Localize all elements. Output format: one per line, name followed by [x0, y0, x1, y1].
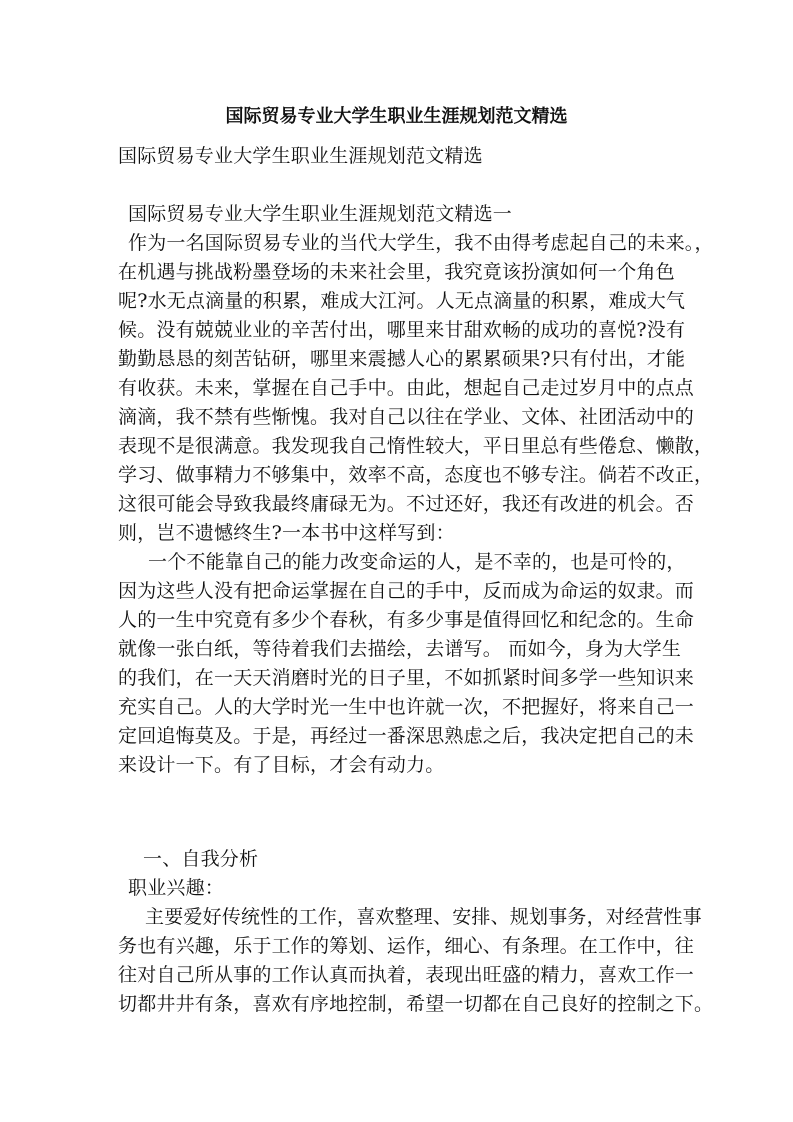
document-title: 国际贸易专业大学生职业生涯规划范文精选	[225, 106, 568, 127]
paragraph3-line: 切都井井有条，喜欢有序地控制，希望一切都在自己良好的控制之下。	[118, 993, 714, 1015]
paragraph3-line: 主要爱好传统性的工作，喜欢整理、安排、规划事务，对经营性事	[145, 906, 702, 928]
paragraph2-line: 人的一生中究竟有多少个春秋，有多少事是值得回忆和纪念的。生命	[118, 609, 695, 631]
paragraph2-line: 定回追悔莫及。于是，再经过一番深思熟虑之后，我决定把自己的未	[118, 725, 695, 747]
paragraph1-line: 候。没有兢兢业业的辛苦付出，哪里来甘甜欢畅的成功的喜悦?没有	[118, 319, 686, 341]
paragraph1-line: 在机遇与挑战粉墨登场的未来社会里，我究竟该扮演如何一个角色	[118, 261, 675, 283]
paragraph1-line: 有收获。未来，掌握在自己手中。由此，想起自己走过岁月中的点点	[118, 377, 695, 399]
paragraph1-line: 滴滴，我不禁有些惭愧。我对自己以往在学业、文体、社团活动中的	[118, 406, 695, 428]
paragraph2-line: 因为这些人没有把命运掌握在自己的手中，反而成为命运的奴隶。而	[118, 580, 695, 602]
paragraph2-line: 一个不能靠自己的能力改变命运的人，是不幸的，也是可怜的，	[148, 551, 686, 573]
sub-heading: 职业兴趣：	[128, 877, 225, 899]
paragraph1-line: 勤勤恳恳的刻苦钻研，哪里来震撼人心的累累硕果?只有付出，才能	[118, 348, 686, 370]
paragraph3-line: 务也有兴趣，乐于工作的筹划、运作，细心、有条理。在工作中，往	[118, 935, 695, 957]
paragraph2-line: 来设计一下。有了目标，才会有动力。	[118, 754, 445, 776]
paragraph1-line: 学习、做事精力不够集中，效率不高，态度也不够专注。倘若不改正，	[118, 464, 714, 486]
paragraph3-line: 往对自己所从事的工作认真而执着，表现出旺盛的精力，喜欢工作一	[118, 964, 695, 986]
paragraph1-line: 则，岂不遗憾终生?一本书中这样写到：	[118, 522, 455, 544]
document-subtitle: 国际贸易专业大学生职业生涯规划范文精选	[118, 145, 483, 167]
paragraph1-line: 呢?水无点滴量的积累，难成大江河。人无点滴量的积累，难成大气	[118, 290, 686, 312]
paragraph1-line: 这很可能会导致我最终庸碌无为。不过还好，我还有改进的机会。否	[118, 493, 695, 515]
paragraph1-line: 作为一名国际贸易专业的当代大学生，我不由得考虑起自己的未来。，	[128, 232, 714, 254]
paragraph2-line: 就像一张白纸，等待着我们去描绘，去谱写。 而如今，身为大学生	[118, 638, 682, 660]
part-heading: 一、自我分析	[143, 848, 259, 870]
section-heading: 国际贸易专业大学生职业生涯规划范文精选一	[128, 203, 513, 225]
paragraph2-line: 的我们，在一天天消磨时光的日子里，不如抓紧时间多学一些知识来	[118, 667, 695, 689]
paragraph2-line: 充实自己。人的大学时光一生中也许就一次，不把握好，将来自己一	[118, 696, 695, 718]
paragraph1-line: 表现不是很满意。我发现我自己惰性较大，平日里总有些倦怠、懒散，	[118, 435, 714, 457]
